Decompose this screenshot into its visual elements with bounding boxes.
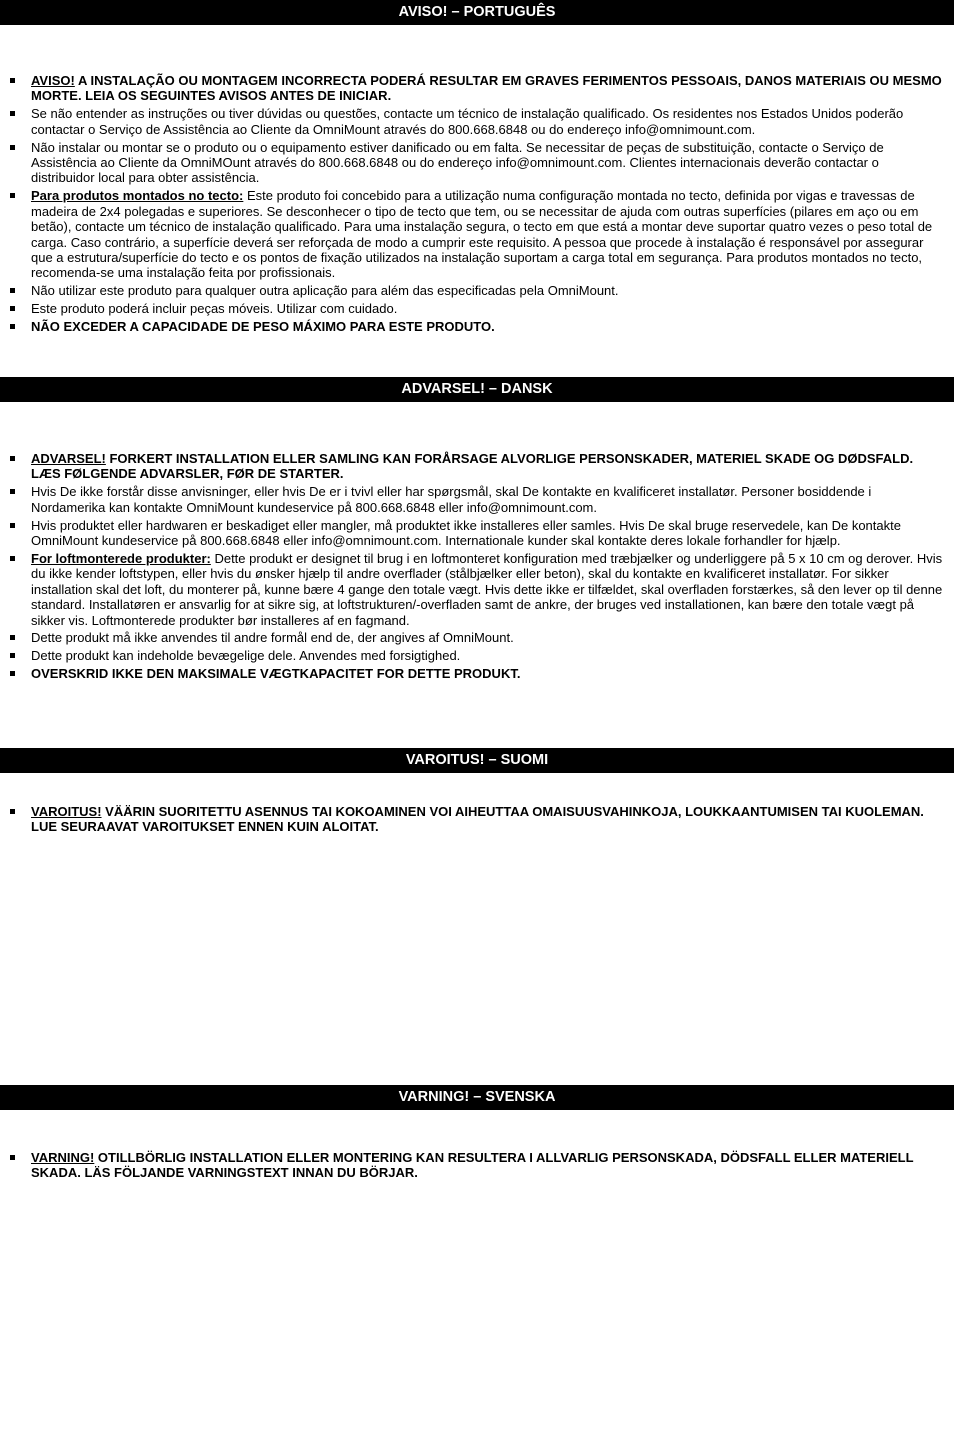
- bullet-icon: [10, 456, 15, 461]
- list-item: [0, 140, 954, 186]
- list-item: [0, 106, 954, 137]
- list-item: [0, 804, 954, 835]
- warning-list-portuguese: [0, 73, 954, 337]
- item-text: Hvis produktet eller hardwaren er beskadiget eller mangler, må produktet ikke installeres eller samles. Hvis De skal bruge reservedele, kan De kontakte OmniMount kundeservice på 800.668.6848 eller info@omnimount.com. Internationale kunder skal kontakte deres lokale forhandler for hjælp.: [31, 517, 901, 549]
- bullet-icon: [10, 288, 15, 293]
- warning-lead: VAROITUS!: [31, 804, 102, 819]
- bullet-icon: [10, 193, 15, 198]
- bullet-icon: [10, 111, 15, 116]
- bullet-icon: [10, 635, 15, 640]
- section-header-swedish: VARNING! – SVENSKA: [0, 1085, 954, 1110]
- warning-list-finnish: [0, 804, 954, 837]
- item-text: Não utilizar este produto para qualquer outra aplicação para além das especificadas pela OmniMount.: [31, 283, 619, 299]
- bullet-icon: [10, 671, 15, 676]
- warning-lead: ADVARSEL!: [31, 451, 106, 466]
- warning-list-swedish: [0, 1150, 954, 1183]
- section-header-portuguese: AVISO! – PORTUGUÊS: [0, 0, 954, 25]
- warning-text: OTILLBÖRLIG INSTALLATION ELLER MONTERING KAN RESULTERA I ALLVARLIG PERSONSKADA, DÖDSFALL ELLER MATERIELL SKADA. LÄS FÖLJANDE VARNINGSTEXT INNAN DU BÖRJAR.: [31, 1150, 914, 1181]
- section-header-danish: ADVARSEL! – DANSK: [0, 377, 954, 402]
- item-lead: For loftmonterede produkter:: [31, 550, 211, 566]
- bullet-icon: [10, 489, 15, 494]
- warning-text: FORKERT INSTALLATION ELLER SAMLING KAN FORÅRSAGE ALVORLIGE PERSONSKADER, MATERIEL SKADE OG DØDSFALD. LÆS FØLGENDE ADVARSLER, FØR DE STARTER.: [31, 451, 914, 482]
- bullet-icon: [10, 324, 15, 329]
- item-text: Dette produkt er designet til brug i en loftmonteret konfiguration med træbjælker og underliggere på 5 x 10 cm og derover. Hvis du ikke kender loftstypen, eller hvis du ønsker hjælp til andre overflader (stålbjælker eller beton), skal du kontakte en kvalificeret installatør. For sikker installation skal det loft, du monterer på, kunne bære 4 gange den totale vægt. Hvis dette ikke er tilfældet, skal overfladen forstærkes, så den lever op til denne standard. Installatøren er ansvarlig for at sikre sig, at loftstrukturen/-overfladen samt de ankre, der bruges ved installationen, kan bære den totale vægt på sikker vis. Loftmonterede produkter bør installeres af en fagmand.: [31, 550, 943, 628]
- list-item: [0, 283, 954, 298]
- item-text: Dette produkt må ikke anvendes til andre formål end de, der angives af OmniMount.: [31, 630, 514, 646]
- bullet-icon: [10, 523, 15, 528]
- bullet-icon: [10, 653, 15, 658]
- warning-lead: AVISO!: [31, 73, 75, 88]
- item-text: Este produto poderá incluir peças móveis. Utilizar com cuidado.: [31, 301, 398, 317]
- list-item: [0, 301, 954, 316]
- item-bold-text: NÃO EXCEDER A CAPACIDADE DE PESO MÁXIMO PARA ESTE PRODUTO.: [31, 319, 495, 335]
- list-item: [0, 451, 954, 482]
- warning-text: A INSTALAÇÃO OU MONTAGEM INCORRECTA PODERÁ RESULTAR EM GRAVES FERIMENTOS PESSOAIS, DANOS MATERIAIS OU MESMO MORTE. LEIA OS SEGUINTES AVISOS ANTES DE INICIAR.: [31, 73, 942, 104]
- warning-lead: VARNING!: [31, 1150, 95, 1165]
- list-item: [0, 630, 954, 645]
- item-bold-text: OVERSKRID IKKE DEN MAKSIMALE VÆGTKAPACITET FOR DETTE PRODUKT.: [31, 666, 521, 682]
- list-item: [0, 551, 954, 628]
- list-item: [0, 518, 954, 549]
- item-text: Este produto foi concebido para a utilização numa configuração montada no tecto, definida por vigas e travessas de madeira de 2x4 polegadas e superiores. Se desconhecer o tipo de tecto que tem, ou se necessitar de ajuda com outras superfícies (pilares em aço ou em betão), contacte um técnico de instalação qualificado. Para uma instalação segura, o tecto em que está a montar deve suportar quatro vezes o peso total de carga. Caso contrário, a superfície deverá ser reforçada de modo a cumprir este requisito. A pessoa que procede à instalação é responsável por assegurar que a estrutura/superfície do tecto e os pontos de fixação utilizados na instalação suportam a carga total em segurança. Para produtos montados no tecto, recomenda-se uma instalação feita por profissionais.: [31, 188, 933, 281]
- bullet-icon: [10, 1155, 15, 1160]
- item-text: Se não entender as instruções ou tiver dúvidas ou questões, contacte um técnico de instalação qualificado. Os residentes nos Estados Unidos poderão contactar o Serviço de Assistência ao Cliente da OmniMount através do 800.668.6848 ou do endereço info@omnimount.com.: [31, 106, 904, 137]
- bullet-icon: [10, 145, 15, 150]
- item-lead: Para produtos montados no tecto:: [31, 188, 244, 204]
- item-text: Hvis De ikke forstår disse anvisninger, eller hvis De er i tvivl eller har spørgsmål, skal De kontakte en kvalificeret installatør. Personer bosiddende i Nordamerika kan kontakte OmniMount kundeservice på 800.668.6848 eller info@omnimount.com.: [31, 484, 872, 515]
- list-item: [0, 73, 954, 104]
- item-text: Não instalar ou montar se o produto ou o equipamento estiver danificado ou em falta. Se necessitar de peças de substituição, contacte o Serviço de Assistência ao Cliente da OmniMOunt através do 800.668.6848 ou do endereço info@omnimount.com. Clientes internacionais deverão contactar o distribuidor local para obter assistência.: [31, 139, 884, 186]
- list-item: [0, 188, 954, 280]
- item-text: Dette produkt kan indeholde bevægelige dele. Anvendes med forsigtighed.: [31, 648, 461, 664]
- warning-text: VÄÄRIN SUORITETTU ASENNUS TAI KOKOAMINEN VOI AIHEUTTAA OMAISUUSVAHINKOJA, LOUKKAANTUMISEN TAI KUOLEMAN. LUE SEURAAVAT VAROITUKSET ENNEN KUIN ALOITAT.: [31, 804, 924, 835]
- bullet-icon: [10, 556, 15, 561]
- list-item: [0, 319, 954, 334]
- list-item: [0, 1150, 954, 1181]
- bullet-icon: [10, 78, 15, 83]
- warning-list-danish: [0, 451, 954, 684]
- section-header-finnish: VAROITUS! – SUOMI: [0, 748, 954, 773]
- bullet-icon: [10, 809, 15, 814]
- list-item: [0, 666, 954, 681]
- list-item: [0, 484, 954, 515]
- list-item: [0, 648, 954, 663]
- bullet-icon: [10, 306, 15, 311]
